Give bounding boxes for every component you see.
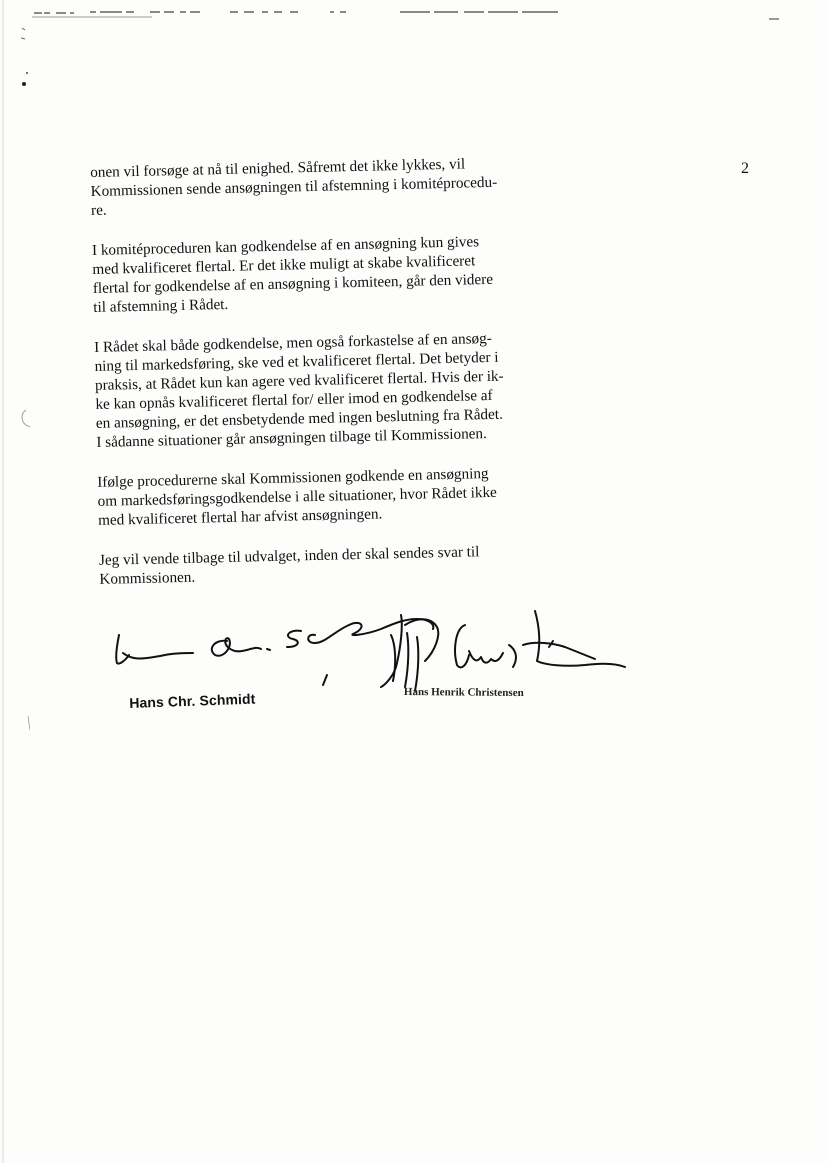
text-line: ning til markedsføring, ske ved et kvalificeret flertal. Det betyder i: [94, 348, 499, 375]
letter-body: [90, 153, 555, 610]
text-line: til afstemning i Rådet.: [93, 295, 229, 316]
text-line: I Rådet skal både godkendelse, men også forkastelse af en ansøg-: [93, 329, 492, 356]
text-line: om markedsføringsgodkendelse i alle situationer, hvor Rådet ikke: [97, 483, 498, 510]
signature-1-stroke: [308, 619, 433, 643]
text-line: Kommissionen sende ansøgningen til afstemning i komitéprocedu-: [90, 173, 498, 200]
scan-edge-artifacts: [0, 0, 30, 1163]
signer-2-name: Hans Henrik Christensen: [403, 686, 524, 700]
text-line: ke kan opnås kvalificeret flertal for/ eller imod en godkendelse af: [95, 386, 493, 413]
body-paragraph: [99, 541, 555, 589]
body-paragraph: [92, 231, 549, 317]
text-line: Jeg vil vende tilbage til udvalget, inden der skal sendes svar til: [98, 543, 480, 569]
signature-1-stroke: [287, 631, 301, 647]
signature-2-stroke: [381, 615, 402, 687]
text-line: I sådanne situationer går ansøgningen tilbage til Kommissionen.: [96, 425, 488, 451]
text-line: Kommissionen.: [99, 568, 196, 588]
text-line: flertal for godkendelse af en ansøgning i komiteen, går den videre: [92, 270, 494, 297]
signature-2-stroke: [405, 633, 408, 687]
fax-header-artifact: [30, 4, 570, 22]
page-number: 2: [741, 160, 749, 177]
signature-2-stroke: [509, 645, 516, 667]
text-line: en ansøgning, er det ensbetydende med ingen beslutning fra Rådet.: [95, 405, 503, 432]
signature-2-stroke: [535, 611, 625, 667]
text-line: med kvalificeret flertal har afvist ansøgningen.: [97, 505, 383, 529]
signature-1-stroke: [123, 653, 193, 659]
text-line: Ifølge procedurerne skal Kommissionen godkende en ansøgning: [97, 465, 489, 491]
body-paragraph: [97, 463, 553, 530]
body-paragraph: [94, 328, 551, 452]
text-line: onen vil forsøge at nå til enighed. Såfremt det ikke lykkes, vil: [90, 155, 466, 181]
signature-1-stroke: [116, 635, 129, 664]
text-line: re.: [90, 201, 107, 219]
text-line: med kvalificeret flertal. Er det ikke muligt at skabe kvalificeret: [92, 252, 476, 278]
signature-2-stroke: [455, 625, 469, 667]
scan-mark: [768, 10, 780, 20]
signature-1-stroke: [267, 649, 270, 650]
text-line: praksis, at Rådet kun kan agere ved kvalificeret flertal. Hvis der ik-: [94, 367, 504, 394]
signature-2-stroke: [469, 651, 503, 663]
signature-2-stroke: [523, 643, 595, 659]
text-line: I komitéproceduren kan godkendelse af en ansøgning kun gives: [91, 233, 480, 259]
signer-1-name: Hans Chr. Schmidt: [129, 690, 256, 711]
body-paragraph: [90, 153, 546, 220]
signature-1-stroke: [212, 638, 261, 656]
signature-1-stroke: [323, 675, 327, 685]
signature-2-stroke: [415, 637, 418, 691]
